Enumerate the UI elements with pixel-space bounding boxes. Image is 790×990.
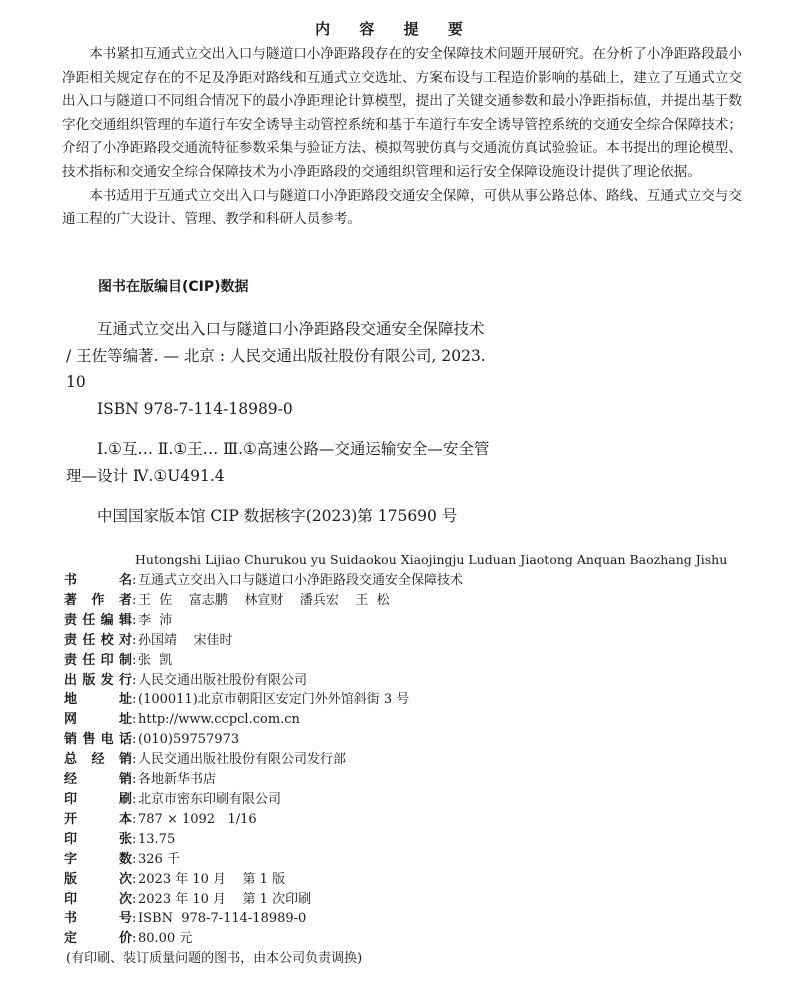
colophon-row — [64, 890, 754, 910]
colophon-table — [64, 571, 754, 969]
colophon-label: 书名 — [64, 573, 132, 588]
colophon-label: 经销 — [64, 772, 132, 788]
colophon-colon: : — [132, 592, 137, 608]
colophon-label: 总经销 — [64, 752, 132, 768]
colophon-label: 书号 — [64, 911, 132, 927]
colophon-value: 张 凯 — [138, 652, 173, 668]
colophon-label: 开本 — [64, 811, 132, 827]
colophon-row — [64, 631, 754, 651]
cip-record: 互通式立交出入口与隧道口小净距路段交通安全保障技术 / 王佐等编著. — 北京 : 人民交通出版社股份有限公司, 2023. 10 — [66, 320, 486, 391]
colophon-row — [64, 929, 754, 949]
colophon-value: (100011)北京市朝阳区安定门外外馆斜街 3 号 — [138, 692, 410, 708]
colophon-colon: : — [132, 632, 137, 648]
colophon-row — [64, 651, 754, 671]
colophon-row — [64, 830, 754, 850]
colophon-colon: : — [132, 931, 137, 947]
colophon-label: 著作者 — [64, 592, 132, 608]
colophon-colon: : — [132, 573, 137, 588]
colophon-label: 版次 — [64, 871, 132, 887]
colophon-value: 13.75 — [138, 831, 176, 847]
pinyin-title: Hutongshi Lijiao Churukou yu Suidaokou Xiaojingju Luduan Jiaotong Anquan Baozhang Jishu — [135, 552, 728, 567]
colophon-value: ISBN 978-7-114-18989-0 — [138, 911, 307, 927]
cip-isbn: ISBN 978-7-114-18989-0 — [97, 399, 293, 418]
colophon-label: 出版发行 — [64, 672, 132, 688]
colophon-colon: : — [132, 791, 137, 807]
colophon-colon: : — [132, 752, 137, 768]
colophon-label: 网址 — [64, 712, 132, 728]
colophon-value: (010)59757973 — [138, 732, 240, 748]
colophon-value: 北京市密东印刷有限公司 — [138, 791, 282, 807]
colophon-label: 地址 — [64, 692, 132, 708]
colophon-value: 孙国靖 宋佳时 — [138, 632, 233, 648]
colophon-row — [64, 770, 754, 790]
colophon-colon: : — [132, 871, 137, 887]
colophon-value: 人民交通出版社股份有限公司发行部 — [138, 752, 347, 768]
colophon-label: 印张 — [64, 831, 132, 847]
colophon-value: 80.00 元 — [138, 931, 193, 947]
colophon-row — [64, 690, 754, 710]
cip-heading: 图书在版编目(CIP)数据 — [98, 279, 249, 295]
colophon-colon: : — [132, 811, 137, 827]
colophon-value: 互通式立交出入口与隧道口小净距路段交通安全保障技术 — [138, 573, 464, 588]
colophon-colon: : — [132, 772, 137, 788]
colophon-value: 李 沛 — [138, 612, 173, 628]
colophon-row — [64, 710, 754, 730]
colophon-row — [64, 730, 754, 750]
colophon-colon: : — [132, 652, 137, 668]
colophon-label: 责任印制 — [64, 652, 132, 668]
summary-paragraph: 本书紧扣互通式立交出入口与隧道口小净距路段存在的安全保障技术问题开展研究。在分析了小净距路段最小净距相关规定存在的不足及净距对路线和互通式立交选址、方案布设与工程造价影响的基础上，建立了互通式立交出入口与隧道口不同组合情况下的最小净距理论计算模型，提出了关键交通参数和最小净距指标值，并提出基于数字化交通组织管理的车道行车安全诱导主动管控系统和基于车道行车安全诱导管控系统的交通安全综合保障技术；介绍了小净距路段交通流特征参数采集与验证方法、模拟驾驶仿真与交通流仿真试验验证。本书提出的理论模型、技术指标和交通安全综合保障技术为小净距路段的交通组织管理和运行安全保障设施设计提供了理论依据。 — [62, 46, 742, 180]
colophon-row — [64, 810, 754, 830]
colophon-row — [64, 909, 754, 929]
colophon-label: 销售电话 — [64, 732, 132, 748]
colophon-row — [64, 671, 754, 691]
colophon-colon: : — [132, 831, 137, 847]
colophon-value: 787 × 1092 1/16 — [138, 811, 257, 827]
colophon-value: 2023 年 10 月 第 1 版 — [138, 871, 286, 887]
colophon-colon: : — [132, 672, 137, 688]
colophon-label: 定价 — [64, 931, 132, 947]
colophon-label: 印次 — [64, 891, 132, 907]
colophon-label: 字数 — [64, 851, 132, 867]
colophon-value: 326 千 — [138, 851, 180, 867]
colophon-colon: : — [132, 851, 137, 867]
colophon-row — [64, 750, 754, 770]
summary-paragraph: 本书适用于互通式立交出入口与隧道口小净距路段交通安全保障，可供从事公路总体、路线、互通式立交与交通工程的广大设计、管理、教学和科研人员参考。 — [62, 187, 742, 228]
colophon-row — [64, 571, 754, 591]
cip-record-block — [66, 316, 494, 530]
colophon-row — [64, 870, 754, 890]
colophon-row — [64, 790, 754, 810]
colophon-value: 2023 年 10 月 第 1 次印刷 — [138, 891, 312, 907]
colophon-label: 责任编辑 — [64, 612, 132, 628]
cip-classification: Ⅰ.①互… Ⅱ.①王… Ⅲ.①高速公路—交通运输安全—安全管理—设计 Ⅳ.①U491.4 — [66, 440, 490, 485]
colophon-label: 责任校对 — [64, 632, 132, 648]
colophon-colon: : — [132, 612, 137, 628]
colophon-colon: : — [132, 712, 137, 728]
colophon-value: 王 佐 富志鹏 林宣财 潘兵宏 王 松 — [138, 592, 390, 608]
colophon-row — [64, 591, 754, 611]
colophon-colon: : — [132, 692, 137, 708]
summary-abstract — [62, 43, 742, 232]
summary-title: 内 容 提 要 — [315, 20, 475, 38]
colophon-value: http://www.ccpcl.com.cn — [138, 712, 300, 728]
colophon-colon: : — [132, 911, 137, 927]
colophon-footnote: (有印刷、装订质量问题的图书，由本公司负责调换) — [66, 951, 363, 967]
cip-approval: 中国国家版本馆 CIP 数据核字(2023)第 175690 号 — [97, 507, 458, 525]
colophon-row — [64, 850, 754, 870]
colophon-label: 印刷 — [64, 791, 132, 807]
colophon-row — [64, 611, 754, 631]
colophon-value: 人民交通出版社股份有限公司 — [138, 672, 308, 688]
colophon-colon: : — [132, 891, 137, 907]
colophon-value: 各地新华书店 — [138, 772, 217, 788]
colophon-colon: : — [132, 732, 137, 748]
